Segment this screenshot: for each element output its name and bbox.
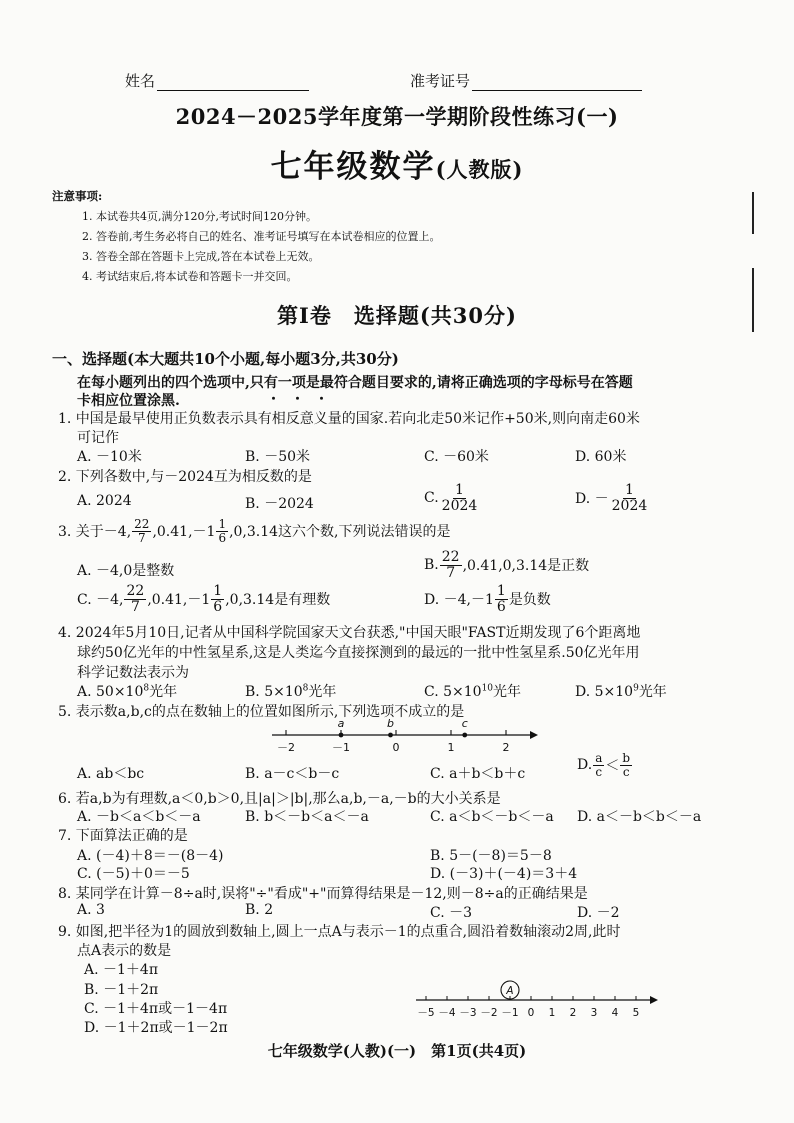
option-b: B. －50米 bbox=[245, 449, 311, 465]
question-8-stem: 8. 某同学在计算－8÷a时,误将"÷"看成"+"而算得结果是－12,则－8÷a的正确结果是 bbox=[58, 886, 588, 902]
option-b: B. 2 bbox=[245, 902, 274, 918]
fraction: $\frac{1}{6}$ bbox=[213, 583, 223, 615]
notice-item: 3. 答卷全部在答题卡上完成,答在本试卷上无效。 bbox=[82, 250, 320, 263]
axis-ticks bbox=[277, 730, 510, 754]
option-b: B. －1＋2π bbox=[84, 982, 159, 998]
fraction: $\frac{a}{c}$ bbox=[595, 751, 603, 779]
fraction: $\frac{22}{7}$ bbox=[134, 517, 150, 545]
notice-heading: 注意事项: bbox=[52, 189, 103, 203]
question-3-stem: 3. 关于－4, $\frac{22}{7}$ ,0.41,－1 $\frac{1}{6}$ ,0,3.14这六个数,下列说法错误的是 bbox=[58, 517, 451, 545]
tick-label: 1 bbox=[548, 1007, 556, 1019]
question-5-stem: 5. 表示数a,b,c的点在数轴上的位置如图所示,下列选项不成立的是 bbox=[58, 704, 465, 720]
tick-label: 0 bbox=[527, 1007, 535, 1019]
exam-number-line bbox=[472, 73, 642, 91]
option-a: A. (－4)＋8＝－(8－4) bbox=[77, 848, 224, 864]
tick-label: 2 bbox=[569, 1007, 577, 1019]
exam-number-label: 准考证号 bbox=[410, 72, 471, 90]
fraction: $\frac{b}{c}$ bbox=[622, 751, 631, 779]
fraction: $\frac{1}{2024}$ bbox=[611, 482, 648, 514]
edition-label: (人教版) bbox=[435, 157, 524, 182]
circle-label: A bbox=[506, 985, 514, 997]
option-a: A. ab＜bc bbox=[77, 766, 145, 782]
circle-marker bbox=[501, 981, 519, 999]
option-c: C. －4, $\frac{22}{7}$ ,0.41,－1 $\frac{1}{6}$ ,0,3.14是有理数 bbox=[77, 583, 331, 615]
number-line-diagram bbox=[268, 718, 538, 756]
question-7-stem: 7. 下面算法正确的是 bbox=[58, 828, 188, 844]
instruction-line: 卡相应位置涂黑. bbox=[77, 393, 180, 409]
section-title: 第Ⅰ卷 选择题(共30分) bbox=[277, 303, 517, 328]
tick-label: 1 bbox=[447, 741, 455, 754]
option-label: D. － bbox=[575, 491, 609, 508]
tick-label: －3 bbox=[459, 1007, 477, 1019]
option-a: A. 3 bbox=[77, 902, 105, 918]
option-d: D. 60米 bbox=[575, 449, 627, 465]
tick-label: 5 bbox=[632, 1007, 640, 1019]
fraction: $\frac{1}{2024}$ bbox=[441, 482, 478, 514]
tick-label: 2 bbox=[502, 741, 510, 754]
margin-mark bbox=[752, 192, 754, 234]
tick-label: －1 bbox=[501, 1007, 519, 1019]
option-a: A. 2024 bbox=[77, 493, 132, 509]
point-label: b bbox=[387, 718, 394, 730]
tick-label: 3 bbox=[590, 1007, 598, 1019]
subject-title bbox=[0, 141, 794, 186]
fraction: $\frac{1}{6}$ bbox=[218, 517, 227, 545]
tick-label: －4 bbox=[438, 1007, 456, 1019]
option-c: C. a＋b＜b＋c bbox=[430, 766, 526, 782]
point-label: c bbox=[461, 718, 468, 730]
notice-item: 1. 本试卷共4页,满分120分,考试时间120分钟。 bbox=[82, 210, 317, 223]
option-b: B. $5\times 10^8$光年 bbox=[245, 683, 337, 700]
option-b: B. $\frac{22}{7}$ ,0.41,0,3.14是正数 bbox=[424, 549, 590, 581]
option-b: B. a－c＜b－c bbox=[245, 766, 340, 782]
tick-label: －2 bbox=[480, 1007, 498, 1019]
rolling-circle-diagram bbox=[412, 978, 660, 1020]
name-label: 姓名 bbox=[125, 72, 156, 90]
option-c: C. $5\times 10^{10}$光年 bbox=[424, 683, 522, 700]
question-4-stem-3: 科学记数法表示为 bbox=[77, 665, 189, 681]
name-field[interactable] bbox=[125, 70, 309, 91]
option-label: C. bbox=[424, 490, 439, 507]
tick-label: 4 bbox=[611, 1007, 619, 1019]
option-d bbox=[575, 483, 650, 513]
option-c: C. －3 bbox=[430, 905, 473, 921]
fraction: $\frac{1}{6}$ bbox=[496, 583, 506, 615]
option-a: A. －1＋4π bbox=[84, 962, 159, 978]
axis-arrow bbox=[530, 731, 538, 739]
option-d: D. a＜－b＜b＜－a bbox=[577, 809, 702, 825]
instruction-line: 在每小题列出的四个选项中,只有一项是最符合题目要求的,请将正确选项的字母标号在答题 bbox=[77, 375, 633, 391]
point-c bbox=[462, 733, 467, 738]
option-c: C. a＜b＜－b＜－a bbox=[430, 809, 554, 825]
question-6-stem: 6. 若a,b为有理数,a＜0,b＞0,且|a|＞|b|,那么a,b,－a,－b的大小关系是 bbox=[58, 791, 501, 807]
question-4-stem: 4. 2024年5月10日,记者从中国科学院国家天文台获悉,"中国天眼"FAST近期发现了6个距离地 bbox=[58, 625, 641, 641]
option-a: A. －10米 bbox=[77, 449, 142, 465]
notice-item: 4. 考试结束后,将本试卷和答题卡一并交回。 bbox=[82, 270, 298, 283]
page-footer: 七年级数学(人教)(一) 第1页(共4页) bbox=[267, 1042, 527, 1060]
option-d: D. －2 bbox=[577, 905, 620, 921]
tick-label: －1 bbox=[332, 741, 350, 754]
option-a: A. －b＜a＜b＜－a bbox=[77, 809, 201, 825]
tick-label: 0 bbox=[392, 741, 400, 754]
point-label: a bbox=[337, 718, 345, 730]
option-d: D. $\frac{a}{c}$ ＜ $\frac{b}{c}$ bbox=[577, 751, 631, 779]
notice-item: 2. 答卷前,考生务必将自己的姓名、准考证号填写在本试卷相应的位置上。 bbox=[82, 230, 441, 243]
fraction: $\frac{22}{7}$ bbox=[126, 583, 145, 615]
exam-title: 2024－2025学年度第一学期阶段性练习(一) bbox=[175, 104, 619, 129]
name-row bbox=[0, 70, 794, 94]
option-d: D. －1＋2π或－1－2π bbox=[84, 1020, 228, 1036]
subject-name: 七年级数学 bbox=[270, 149, 436, 185]
option-d: D. (－3)＋(－4)＝3＋4 bbox=[430, 866, 578, 882]
option-c: C. －60米 bbox=[424, 449, 489, 465]
option-a: A. $50\times 10^8$光年 bbox=[77, 683, 178, 700]
point-a bbox=[339, 733, 344, 738]
emphasis-dots: ・・・ bbox=[267, 392, 340, 407]
option-d: D. $5\times 10^9$光年 bbox=[575, 683, 667, 700]
option-b: B. －2024 bbox=[245, 496, 314, 512]
tick-label: －5 bbox=[417, 1007, 435, 1019]
question-1-stem-2: 可记作 bbox=[77, 430, 119, 446]
option-c: C. －1＋4π或－1－4π bbox=[84, 1001, 228, 1017]
tick-label: －2 bbox=[277, 741, 295, 754]
fraction: $\frac{22}{7}$ bbox=[441, 549, 460, 581]
option-b: B. 5－(－8)＝5－8 bbox=[430, 848, 552, 864]
axis-arrow bbox=[650, 996, 658, 1004]
point-b bbox=[388, 733, 393, 738]
option-b: B. b＜－b＜a＜－a bbox=[245, 809, 369, 825]
option-c: C. (－5)＋0＝－5 bbox=[77, 866, 190, 882]
question-1-stem: 1. 中国是最早使用正负数表示具有相反意义量的国家.若向北走50米记作+50米,则向南走60米 bbox=[58, 411, 640, 427]
question-4-stem-2: 球约50亿光年的中性氢星系,这是人类迄今直接探测到的最远的一批中性氢星系.50亿光年用 bbox=[77, 645, 640, 661]
name-line bbox=[157, 73, 309, 91]
question-9-stem-2: 点A表示的数是 bbox=[77, 943, 172, 959]
option-d: D. －4,－1 $\frac{1}{6}$ 是负数 bbox=[424, 583, 551, 615]
question-2-stem: 2. 下列各数中,与－2024互为相反数的是 bbox=[58, 469, 312, 485]
part-heading: 一、选择题(本大题共10个小题,每小题3分,共30分) bbox=[52, 350, 399, 368]
option-c bbox=[424, 483, 480, 513]
question-9-stem: 9. 如图,把半径为1的圆放到数轴上,圆上一点A与表示－1的点重合,圆沿着数轴滚动2周,此时 bbox=[58, 924, 621, 940]
option-a: A. －4,0是整数 bbox=[77, 563, 175, 579]
exam-number-field[interactable] bbox=[410, 70, 642, 91]
